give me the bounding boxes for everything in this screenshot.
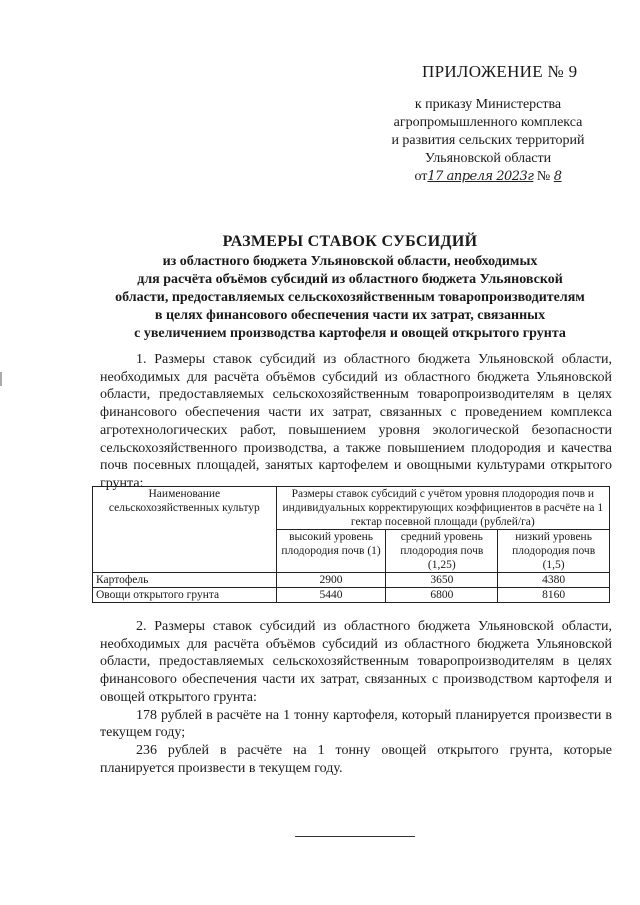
section-2: [100, 618, 612, 777]
rate-cell: 3650: [386, 573, 498, 588]
title-line: в целях финансового обеспечения части их затрат, связанных: [154, 308, 546, 323]
low-fertility-header: низкий уровень плодородия почв (1,5): [498, 530, 610, 573]
section-1: [100, 351, 612, 493]
number-prefix: №: [536, 169, 551, 184]
rate-cell: 8160: [498, 588, 610, 603]
subsidy-rates-table: [92, 486, 610, 603]
table-row: [93, 573, 610, 588]
title-main: РАЗМЕРЫ СТАВОК СУБСИДИЙ: [222, 233, 478, 250]
crop-name: Картофель: [93, 573, 277, 588]
handwritten-date: 17 апреля 2023г: [427, 169, 534, 184]
table-row: [93, 588, 610, 603]
order-line: агропромышленного комплекса: [393, 115, 583, 130]
rate-cell: 2900: [276, 573, 386, 588]
title-line: для расчёта объёмов субсидий из областного бюджета Ульяновской: [137, 272, 563, 287]
handwritten-number: 8: [553, 169, 562, 184]
end-divider: [295, 836, 415, 837]
high-fertility-header: высокий уровень плодородия почв (1): [276, 530, 386, 573]
order-line: Ульяновской области: [424, 151, 552, 166]
table-header-row: [93, 487, 610, 530]
crop-column-header: Наименование сельскохозяйственных культур: [93, 487, 277, 573]
title-line: с увеличением производства картофеля и овощей открытого грунта: [134, 326, 566, 341]
rate-cell: 6800: [386, 588, 498, 603]
title-line: области, предоставляемых сельскохозяйственным товаропроизводителям: [115, 290, 585, 305]
rate-cell: 5440: [276, 588, 386, 603]
potato-rate: 178 рублей в расчёте на 1 тонну картофеля, который планируется произвести в текущем году;: [100, 707, 612, 741]
rates-group-header: Размеры ставок субсидий с учётом уровня плодородия почв и индивидуальных корректирующих коэффициентов в расчёте на 1 гектар посевной площади (рублей/га): [276, 487, 609, 530]
medium-fertility-header: средний уровень плодородия почв (1,25): [386, 530, 498, 573]
document-title: [90, 233, 610, 343]
order-date-line: [370, 168, 606, 186]
date-prefix: от: [414, 169, 428, 184]
section-2-text: 2. Размеры ставок субсидий из областного бюджета Ульяновской области, необходимых для расчёта объёмов субсидий из областного бюджета Ульяновской области, предоставляемых сельскохозяйственным товаропроизводителям в целях финансового обеспечения части их затрат, связанных с производством картофеля и овощей открытого грунта:: [100, 619, 612, 705]
order-line: и развития сельских территорий: [391, 133, 585, 148]
order-reference: [370, 96, 606, 186]
section-1-text: 1. Размеры ставок субсидий из областного бюджета Ульяновской области, необходимых для расчёта объёмов субсидий из областного бюджета Ульяновской области, предоставляемых сельскохозяйственным товаропроизводителям в целях финансового обеспечения части их затрат, связанных с проведением комплекса агротехнологических работ, повышением уровня экологической безопасности сельскохозяйственного производства, а также повышением плодородия и качества почв посевных площадей, занятых картофелем и овощными культурами открытого грунта:: [100, 352, 612, 491]
appendix-title: ПРИЛОЖЕНИЕ № 9: [422, 62, 578, 81]
crop-name: Овощи открытого грунта: [93, 588, 277, 603]
scan-edge-mark: [0, 372, 2, 386]
title-line: из областного бюджета Ульяновской области, необходимых: [162, 254, 538, 269]
vegetable-rate: 236 рублей в расчёте на 1 тонну овощей открытого грунта, которые планируется произвести в текущем году.: [100, 742, 612, 776]
rate-cell: 4380: [498, 573, 610, 588]
order-line: к приказу Министерства: [414, 97, 562, 112]
